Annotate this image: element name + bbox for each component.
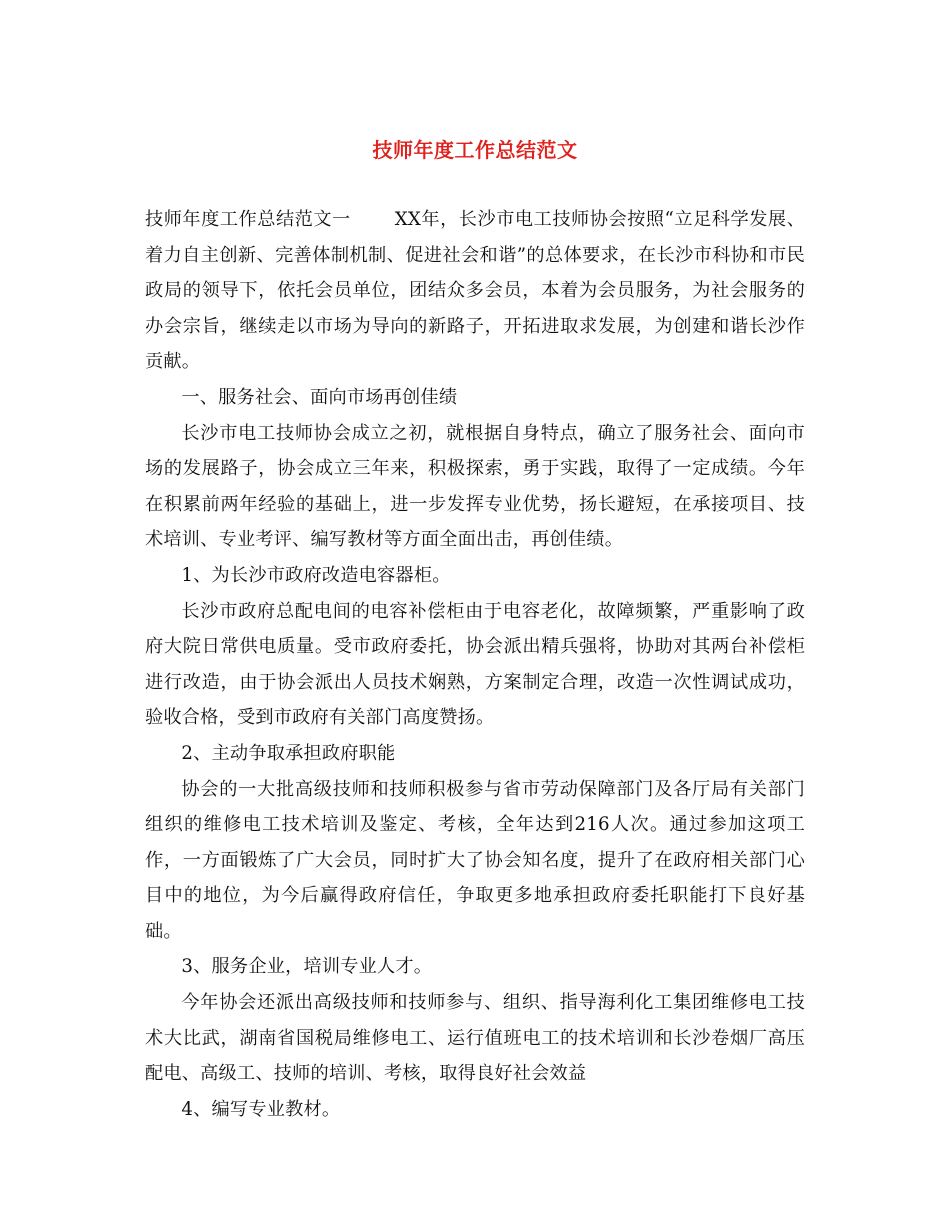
item-heading-3: 3、服务企业，培训专业人才。 — [181, 956, 433, 978]
intro-paragraph — [145, 202, 805, 380]
item-1-paragraph: 长沙市政府总配电间的电容补偿柜由于电容老化，故障频繁，严重影响了政府大院日常供电质量。受市政府委托，协会派出精兵强将，协助对其两台补偿柜进行改造，由于协会派出人员技术娴熟，方案制定合理，改造一次性调试成功，验收合格，受到市政府有关部门高度赞扬。 — [145, 600, 805, 729]
intro-lead: 技师年度工作总结范文一 — [145, 209, 351, 230]
document-body — [145, 202, 805, 1127]
item-heading-1: 1、为长沙市政府改造电容器柜。 — [181, 564, 451, 586]
item-heading-2: 2、主动争取承担政府职能 — [181, 742, 396, 764]
item-3-paragraph: 今年协会还派出高级技师和技师参与、组织、指导海利化工集团维修电工技术大比武，湖南省国税局维修电工、运行值班电工的技术培训和长沙卷烟厂高压配电、高级工、技师的培训、考核，取得良好社会效益 — [145, 992, 805, 1085]
section-1-paragraph: 长沙市电工技师协会成立之初，就根据自身特点，确立了服务社会、面向市场的发展路子，协会成立三年来，积极探索，勇于实践，取得了一定成绩。今年在积累前两年经验的基础上，进一步发挥专业优势，扬长避短，在承接项目、技术培训、专业考评、编写教材等方面全面出击，再创佳绩。 — [145, 422, 805, 551]
section-heading-1: 一、服务社会、面向市场再创佳绩 — [181, 386, 458, 408]
document-title: 技师年度工作总结范文 — [372, 138, 578, 162]
intro-text: XX年，长沙市电工技师协会按照“立足科学发展、着力自主创新、完善体制机制、促进社会和谐”的总体要求，在长沙市科协和市民政局的领导下，依托会员单位，团结众多会员，本着为会员服务，为社会服务的办会宗旨，继续走以市场为导向的新路子，开拓进取求发展，为创建和谐长沙作贡献。 — [145, 209, 805, 373]
item-2-paragraph: 协会的一大批高级技师和技师积极参与省市劳动保障部门及各厅局有关部门组织的维修电工技术培训及鉴定、考核，全年达到216人次。通过参加这项工作，一方面锻炼了广大会员，同时扩大了协会知名度，提升了在政府相关部门心目中的地位，为今后赢得政府信任，争取更多地承担政府委托职能打下良好基础。 — [145, 778, 805, 942]
item-heading-4: 4、编写专业教材。 — [181, 1098, 341, 1120]
